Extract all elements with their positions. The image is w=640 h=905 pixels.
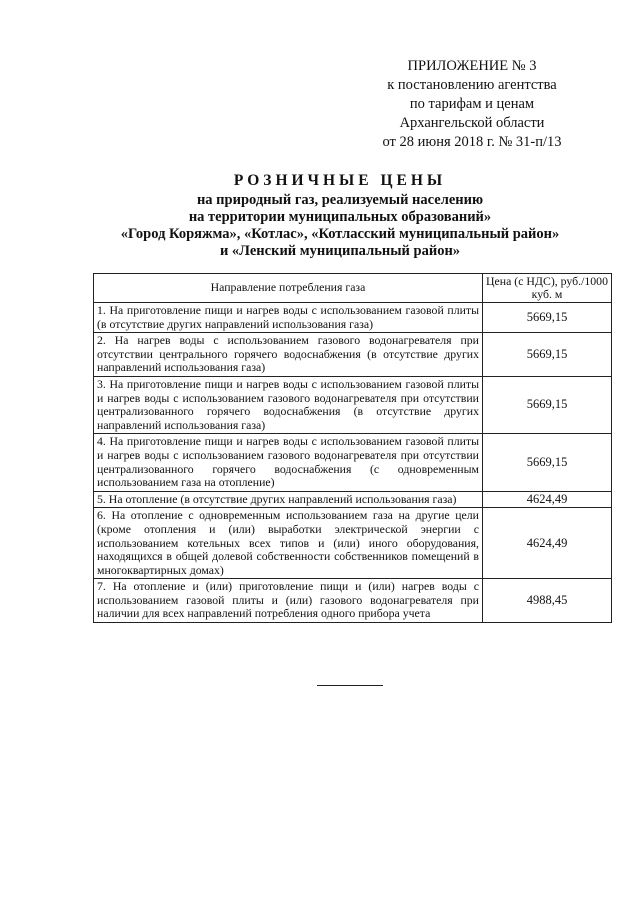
price-table (93, 273, 612, 623)
row-direction: 3. На приготовление пищи и нагрев воды с использованием газовой плиты и нагрев воды с использованием газового водонагревателя при отсутствии централизованного горячего водоснабжения (в отсутствие других направлений использования газа) (94, 376, 483, 433)
row-direction: 6. На отопление с одновременным использованием газа на другие цели (кроме отопления и (или) выработки электрической энергии с использованием котельных всех типов и (или) иного оборудования, находящихся в общей долевой собственности собственников помещений в многоквартирных домах) (94, 508, 483, 579)
table-row (94, 434, 612, 491)
header-direction: Направление потребления газа (94, 274, 483, 303)
appendix-block (352, 57, 592, 152)
appendix-line: по тарифам и ценам (409, 96, 535, 112)
row-price: 4988,45 (483, 579, 612, 623)
row-price: 5669,15 (483, 376, 612, 433)
table-row (94, 579, 612, 623)
appendix-line: к постановлению агентства (387, 77, 557, 93)
table-row (94, 491, 612, 508)
row-direction: 4. На приготовление пищи и нагрев воды с использованием газовой плиты и нагрев воды с использованием газового водонагревателя при отсутствии централизованного горячего водоснабжения (с одновременным использованием газа на отопление) (94, 434, 483, 491)
appendix-line: ПРИЛОЖЕНИЕ № 3 (407, 58, 537, 74)
row-price: 4624,49 (483, 508, 612, 579)
title-line: «Город Коряжма», «Котлас», «Котласский муниципальный район» (120, 226, 560, 242)
row-price: 4624,49 (483, 491, 612, 508)
title-heading: РОЗНИЧНЫЕ ЦЕНЫ (233, 172, 447, 189)
title-line: и «Ленский муниципальный район» (219, 243, 461, 259)
title-line: на территории муниципальных образований» (188, 209, 492, 225)
closing-rule (317, 685, 383, 686)
table-row (94, 303, 612, 333)
header-price: Цена (с НДС), руб./1000 куб. м (483, 274, 612, 303)
document-title (60, 172, 620, 260)
table-row (94, 333, 612, 377)
table-header-row (94, 274, 612, 303)
row-direction: 7. На отопление и (или) приготовление пищи и (или) нагрев воды с использованием газовой плиты и (или) газового водонагревателя при наличии для всех направлений потребления одного прибора учета (94, 579, 483, 623)
row-price: 5669,15 (483, 303, 612, 333)
row-price: 5669,15 (483, 434, 612, 491)
row-direction: 1. На приготовление пищи и нагрев воды с использованием газовой плиты (в отсутствие других направлений использования газа) (94, 303, 483, 333)
appendix-line: Архангельской области (399, 115, 545, 131)
row-direction: 5. На отопление (в отсутствие других направлений использования газа) (94, 491, 483, 508)
row-price: 5669,15 (483, 333, 612, 377)
row-direction: 2. На нагрев воды с использованием газового водонагревателя при отсутствии центрального горячего водоснабжения (в отсутствие других направлений использования газа) (94, 333, 483, 377)
table-row (94, 508, 612, 579)
table-row (94, 376, 612, 433)
title-line: на природный газ, реализуемый населению (196, 192, 484, 208)
appendix-line: от 28 июня 2018 г. № 31-п/13 (382, 134, 562, 150)
